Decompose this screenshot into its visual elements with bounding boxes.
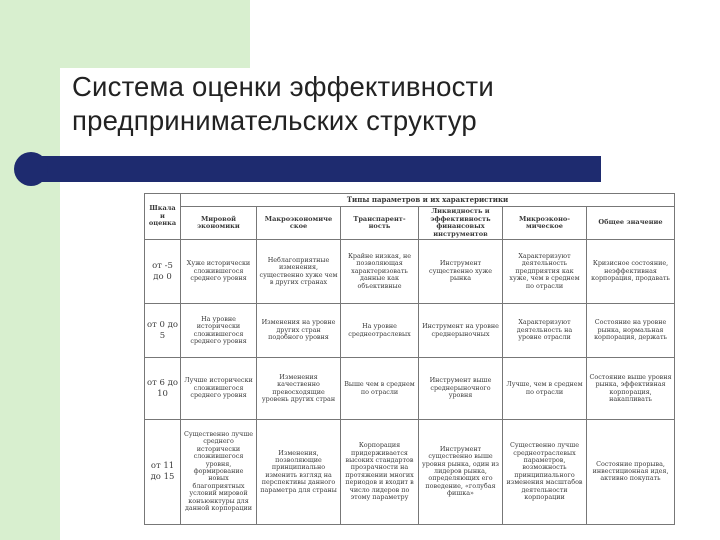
column-header: Макроэкономиче ское	[257, 207, 341, 240]
column-header: Транспарент- ность	[341, 207, 419, 240]
decorative-green-sidebar	[0, 0, 60, 540]
table-row	[145, 240, 675, 303]
table-cell: Инструмент на уровне среднерыночных	[419, 303, 503, 358]
table-cell: Изменения качественно превосходящие уровень других стран	[257, 358, 341, 419]
scale-cell: от 6 до 10	[145, 358, 181, 419]
column-header: Общее значение	[587, 207, 675, 240]
table-cell: Существенно лучше среднеотраслевых параметров, возможность принципиального изменения масштабов деятельности корпорации	[503, 419, 587, 524]
table-cell: Хуже исторически сложившегося среднего уровня	[181, 240, 257, 303]
table-row	[145, 358, 675, 419]
evaluation-table	[144, 193, 675, 525]
column-header: Микроэконо- мическое	[503, 207, 587, 240]
table-row	[145, 419, 675, 524]
table-cell: Состояние выше уровня рынка, эффективная корпорация, накапливать	[587, 358, 675, 419]
table-cell: Изменения на уровне других стран подобного уровня	[257, 303, 341, 358]
table-cell: Выше чем в среднем по отрасли	[341, 358, 419, 419]
table-cell: Корпорация придерживается высоких стандартов прозрачности на протяжении многих периодов и входит в число лидеров по этому параметру	[341, 419, 419, 524]
scale-cell: от 0 до 5	[145, 303, 181, 358]
table-header-row	[145, 207, 675, 240]
table-cell: Инструмент выше среднерыночного уровня	[419, 358, 503, 419]
slide-title-line-2: предпринимательских структур	[72, 105, 477, 136]
title-underline-bar	[38, 156, 601, 182]
table-cell: Инструмент существенно хуже рынка	[419, 240, 503, 303]
table-cell: Лучше исторически сложившегося среднего уровня	[181, 358, 257, 419]
column-header: Ликвидность и эффективность финансовых инструментов	[419, 207, 503, 240]
scale-cell: от -5 до 0	[145, 240, 181, 303]
column-header: Мировой экономики	[181, 207, 257, 240]
scale-cell: от 11 до 15	[145, 419, 181, 524]
table-row	[145, 303, 675, 358]
title-bar-bullet	[14, 152, 48, 186]
table-cell: На уровне исторически сложившегося среднего уровня	[181, 303, 257, 358]
table-cell: На уровне среднеотраслевых	[341, 303, 419, 358]
table-cell: Инструмент существенно выше уровня рынка, один из лидеров рынка, определяющих его поведение, «голубая фишка»	[419, 419, 503, 524]
table-cell: Лучше, чем в среднем по отрасли	[503, 358, 587, 419]
table-cell: Характеризуют деятельность предприятия как хуже, чем в среднем по отрасли	[503, 240, 587, 303]
slide-title-line-1: Система оценки эффективности	[72, 71, 494, 102]
table-cell: Существенно лучше среднего исторически сложившегося уровня, формирование новых благоприятных условий мировой конъюнктуры для данной корпорации	[181, 419, 257, 524]
evaluation-table-container	[144, 193, 674, 525]
table-cell: Состояние на уровне рынка, нормальная корпорация, держать	[587, 303, 675, 358]
parameter-types-header: Типы параметров и их характеристики	[181, 194, 675, 207]
table-header-group-row	[145, 194, 675, 207]
table-cell: Крайне низкая, не позволяющая характеризовать данные как объективные	[341, 240, 419, 303]
slide-title	[72, 70, 692, 138]
table-cell: Кризисное состояние, неэффективная корпорация, продавать	[587, 240, 675, 303]
scale-header: Шкала и оценка	[145, 194, 181, 240]
table-cell: Состояние прорыва, инвестиционная идея, активно покупать	[587, 419, 675, 524]
table-cell: Изменения, позволяющие принципиально изменить взгляд на перспективы данного параметра для страны	[257, 419, 341, 524]
table-cell: Характеризуют деятельность на уровне отрасли	[503, 303, 587, 358]
table-cell: Неблагоприятные изменения, существенно хуже чем в других странах	[257, 240, 341, 303]
